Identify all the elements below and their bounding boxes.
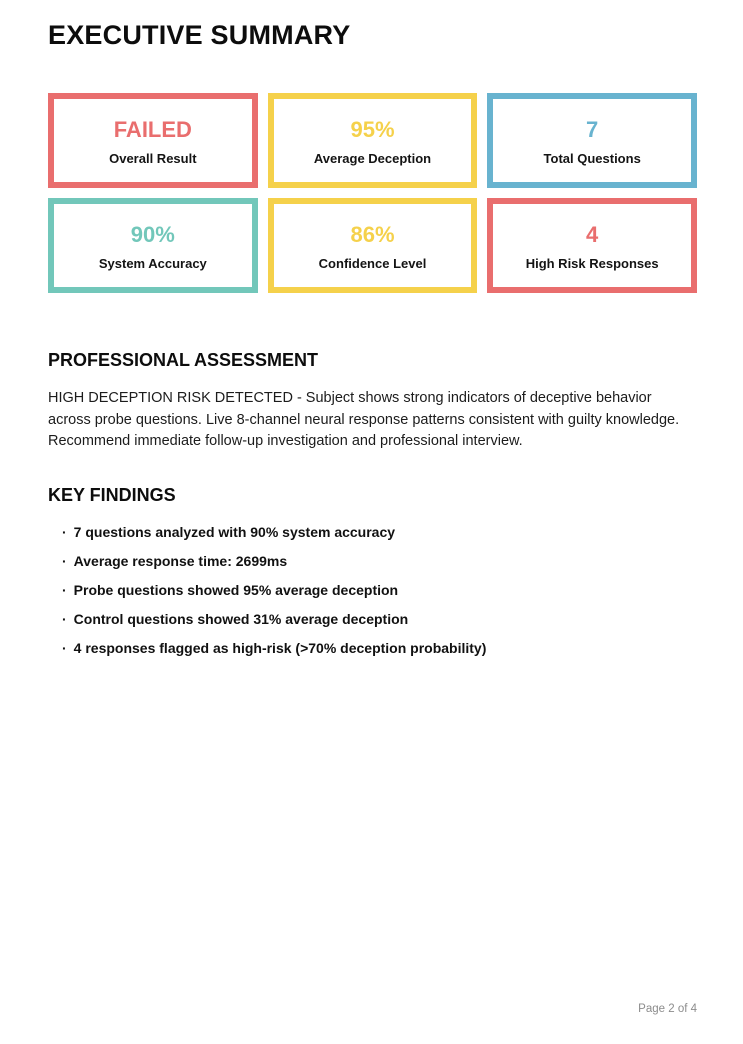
metric-card-high-risk-responses	[487, 198, 697, 293]
metric-value-system-accuracy: 90%	[130, 221, 175, 247]
page-content	[48, 0, 697, 670]
metric-label-overall-result: Overall Result	[109, 150, 197, 166]
bullet-icon: ·	[62, 639, 67, 656]
metric-card-total-questions	[487, 93, 697, 188]
finding-item-4	[62, 612, 697, 627]
metric-value-overall-result: FAILED	[113, 116, 192, 142]
metric-value-average-deception: 95%	[350, 116, 395, 142]
metric-value-confidence-level: 86%	[350, 221, 395, 247]
bullet-icon: ·	[62, 523, 67, 540]
page-title: EXECUTIVE SUMMARY	[48, 20, 351, 50]
finding-text: Probe questions showed 95% average deception	[73, 581, 399, 598]
summary-cards	[48, 93, 697, 293]
finding-text: 4 responses flagged as high-risk (>70% deception probability)	[73, 639, 487, 656]
metric-label-system-accuracy: System Accuracy	[98, 255, 207, 271]
finding-item-3	[62, 583, 697, 598]
finding-item-2	[62, 554, 697, 569]
finding-item-1	[62, 525, 697, 540]
key-findings-heading: KEY FINDINGS	[48, 484, 176, 505]
metric-card-confidence-level	[268, 198, 478, 293]
metric-card-average-deception	[268, 93, 478, 188]
metric-label-total-questions: Total Questions	[543, 150, 641, 166]
page-number: Page 2 of 4	[638, 1003, 697, 1015]
assessment-heading: PROFESSIONAL ASSESSMENT	[48, 350, 319, 370]
finding-text: Control questions showed 31% average deception	[73, 610, 409, 627]
finding-text: Average response time: 2699ms	[73, 552, 288, 569]
metric-label-confidence-level: Confidence Level	[318, 255, 427, 271]
metric-value-total-questions: 7	[586, 116, 599, 142]
metric-value-high-risk-responses: 4	[586, 221, 599, 247]
metric-label-average-deception: Average Deception	[313, 150, 432, 166]
bullet-icon: ·	[62, 610, 67, 627]
finding-item-5	[62, 641, 697, 656]
bullet-icon: ·	[62, 552, 67, 569]
assessment-body-text: HIGH DECEPTION RISK DETECTED - Subject shows strong indicators of deceptive behavior across probe questions. Live 8-channel neural response patterns consistent with guilty knowledge. Recommend immediate follow-up investigation and professional interview.	[48, 390, 680, 449]
finding-text: 7 questions analyzed with 90% system accuracy	[73, 523, 396, 540]
bullet-icon: ·	[62, 581, 67, 598]
key-findings-list	[48, 525, 697, 656]
metric-card-system-accuracy	[48, 198, 258, 293]
metric-card-overall-result	[48, 93, 258, 188]
metric-label-high-risk-responses: High Risk Responses	[525, 255, 659, 271]
